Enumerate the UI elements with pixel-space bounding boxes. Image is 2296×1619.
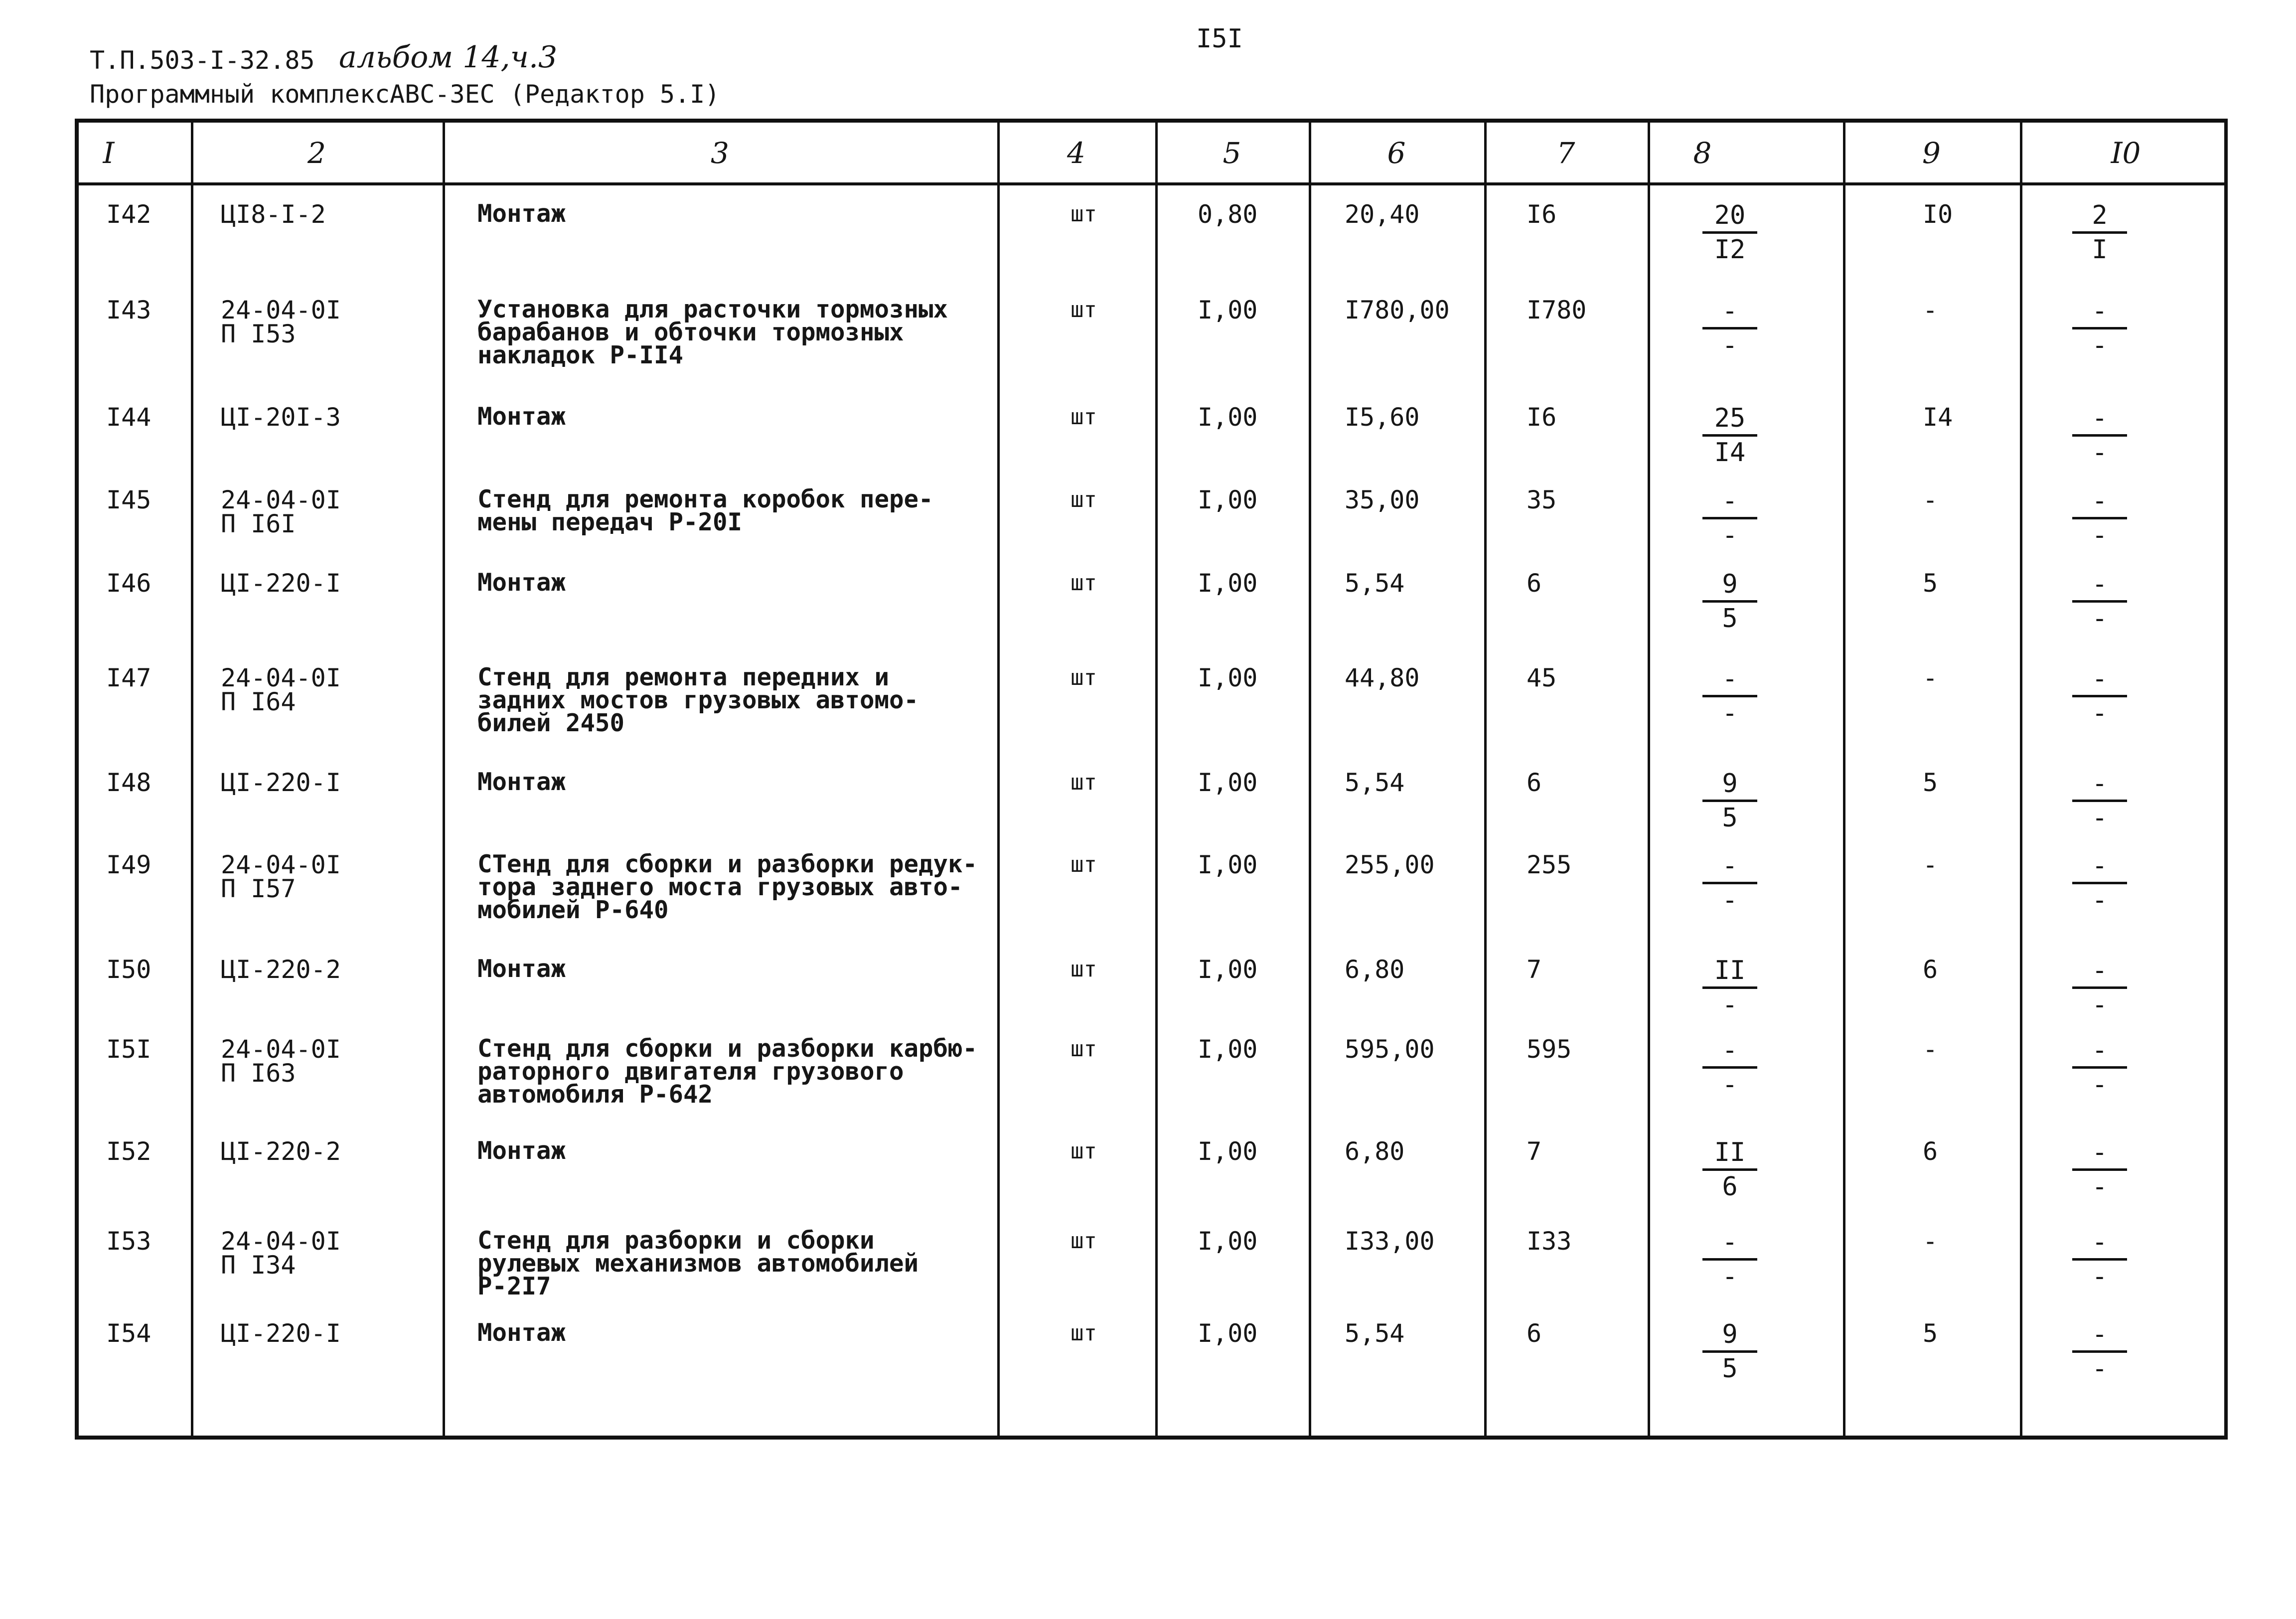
column-9-value: I0: [1923, 200, 1953, 229]
unit: шт: [1071, 1320, 1097, 1346]
rate-code: ЦI-220-2: [221, 955, 341, 984]
column-9-value: 5: [1923, 1319, 1938, 1348]
column-10-denominator: -: [2092, 330, 2108, 360]
column-divider: [997, 123, 1000, 1436]
rate-code: 24-04-0I П I63: [221, 1035, 341, 1088]
column-10-denominator: -: [2092, 438, 2108, 468]
column-header: 2: [307, 136, 326, 170]
column-header: 8: [1693, 136, 1712, 170]
column-divider: [1484, 123, 1487, 1436]
fraction-bar: [1702, 327, 1757, 329]
column-6-value: I33,00: [1345, 1227, 1435, 1256]
column-6-value: 5,54: [1345, 1319, 1405, 1348]
column-8-numerator: -: [1722, 851, 1738, 881]
column-8-numerator: 9: [1722, 569, 1738, 599]
column-8-fraction: [1702, 296, 1757, 360]
fraction-bar: [2072, 800, 2127, 802]
row-number: I5I: [106, 1035, 152, 1064]
unit: шт: [1071, 770, 1097, 795]
column-header: 4: [1067, 136, 1085, 170]
row-number: I42: [106, 200, 152, 229]
column-divider: [2020, 123, 2022, 1436]
column-8-fraction: [1702, 664, 1757, 728]
work-name: Монтаж: [477, 1318, 566, 1347]
column-10-numerator: -: [2092, 569, 2108, 599]
header-divider: [79, 182, 2224, 185]
quantity: I,00: [1198, 403, 1258, 432]
column-8-fraction: [1702, 1227, 1757, 1292]
fraction-bar: [2072, 434, 2127, 437]
column-10-denominator: -: [2092, 803, 2108, 833]
album-note: альбом 14,ч.3: [339, 40, 558, 75]
column-8-fraction: [1702, 769, 1757, 833]
rate-code: 24-04-0I П I53: [221, 296, 341, 348]
column-8-denominator: -: [1722, 1070, 1738, 1100]
fraction-bar: [1702, 986, 1757, 989]
column-10-fraction: [2072, 1227, 2127, 1292]
column-10-denominator: -: [2092, 604, 2108, 634]
column-10-fraction: [2072, 956, 2127, 1020]
column-10-fraction: [2072, 1035, 2127, 1100]
column-8-numerator: -: [1722, 486, 1738, 516]
column-7-value: 35: [1527, 486, 1557, 514]
column-8-numerator: II: [1714, 956, 1746, 985]
column-9-value: 5: [1923, 569, 1938, 598]
column-divider: [191, 123, 193, 1436]
column-8-denominator: I2: [1714, 235, 1746, 265]
quantity: I,00: [1198, 296, 1258, 324]
column-8-fraction: [1702, 486, 1757, 550]
rate-code: ЦI8-I-2: [221, 200, 326, 229]
column-6-value: 20,40: [1345, 200, 1420, 229]
fraction-bar: [2072, 1066, 2127, 1069]
document-code: Т.П.503-I-32.85: [90, 46, 315, 75]
column-8-fraction: [1702, 851, 1757, 915]
column-10-numerator: -: [2092, 769, 2108, 799]
column-9-value: 6: [1923, 1137, 1938, 1166]
fraction-bar: [1702, 434, 1757, 437]
column-9-value: -: [1923, 486, 1938, 514]
column-8-numerator: II: [1714, 1137, 1746, 1167]
column-9-value: -: [1923, 663, 1938, 692]
column-8-numerator: -: [1722, 1227, 1738, 1257]
fraction-bar: [1702, 800, 1757, 802]
quantity: I,00: [1198, 1137, 1258, 1166]
column-divider: [1648, 123, 1650, 1436]
column-10-denominator: I: [2092, 235, 2108, 265]
fraction-bar: [2072, 695, 2127, 697]
column-6-value: 35,00: [1345, 486, 1420, 514]
column-8-numerator: -: [1722, 1035, 1738, 1065]
rate-code: 24-04-0I П I57: [221, 850, 341, 903]
column-8-numerator: 9: [1722, 1319, 1738, 1349]
fraction-bar: [1702, 1066, 1757, 1069]
program-title: Программный комплексАВС-ЗЕС (Редактор 5.I): [90, 80, 720, 109]
column-10-denominator: -: [2092, 520, 2108, 550]
rate-code: 24-04-0I П I6I: [221, 486, 341, 538]
column-8-denominator: -: [1722, 885, 1738, 915]
column-10-numerator: -: [2092, 1137, 2108, 1167]
column-6-value: I780,00: [1345, 296, 1450, 324]
column-9-value: I4: [1923, 403, 1953, 432]
column-7-value: 6: [1527, 768, 1542, 797]
column-6-value: 5,54: [1345, 768, 1405, 797]
column-10-denominator: -: [2092, 698, 2108, 728]
column-6-value: 255,00: [1345, 850, 1435, 879]
column-8-fraction: [1702, 956, 1757, 1020]
fraction-bar: [1702, 695, 1757, 697]
row-number: I53: [106, 1227, 152, 1256]
fraction-bar: [1702, 600, 1757, 603]
unit: шт: [1071, 852, 1097, 877]
quantity: I,00: [1198, 569, 1258, 598]
column-10-fraction: [2072, 851, 2127, 915]
column-7-value: 595: [1527, 1035, 1572, 1064]
fraction-bar: [1702, 882, 1757, 884]
column-6-value: 44,80: [1345, 663, 1420, 692]
work-name: Монтаж: [477, 568, 566, 597]
column-8-denominator: -: [1722, 1262, 1738, 1292]
column-10-fraction: [2072, 296, 2127, 360]
column-9-value: -: [1923, 850, 1938, 879]
quantity: I,00: [1198, 1319, 1258, 1348]
fraction-bar: [1702, 517, 1757, 519]
column-8-denominator: -: [1722, 698, 1738, 728]
column-7-value: I6: [1527, 403, 1557, 432]
column-9-value: -: [1923, 1035, 1938, 1064]
quantity: I,00: [1198, 850, 1258, 879]
column-7-value: 255: [1527, 850, 1572, 879]
fraction-bar: [2072, 1168, 2127, 1171]
column-10-numerator: -: [2092, 1227, 2108, 1257]
column-header: I0: [2111, 136, 2141, 170]
column-10-numerator: -: [2092, 664, 2108, 694]
row-number: I43: [106, 296, 152, 324]
column-10-fraction: [2072, 1319, 2127, 1384]
row-number: I45: [106, 486, 152, 514]
fraction-bar: [2072, 1350, 2127, 1353]
rate-code: ЦI-220-I: [221, 1319, 341, 1348]
column-7-value: 7: [1527, 1137, 1542, 1166]
work-name: Монтаж: [477, 768, 566, 796]
column-10-fraction: [2072, 403, 2127, 468]
rate-code: ЦI-220-I: [221, 569, 341, 598]
unit: шт: [1071, 404, 1097, 430]
unit: шт: [1071, 665, 1097, 690]
column-9-value: 5: [1923, 768, 1938, 797]
fraction-bar: [2072, 1258, 2127, 1261]
unit: шт: [1071, 570, 1097, 596]
column-10-numerator: -: [2092, 403, 2108, 433]
fraction-bar: [1702, 1168, 1757, 1171]
column-10-numerator: -: [2092, 851, 2108, 881]
column-header: 9: [1922, 136, 1941, 170]
column-10-denominator: -: [2092, 1070, 2108, 1100]
work-name: Монтаж: [477, 955, 566, 983]
rate-code: 24-04-0I П I64: [221, 663, 341, 716]
column-9-value: -: [1923, 1227, 1938, 1256]
column-8-denominator: -: [1722, 520, 1738, 550]
work-name: СТенд для сборки и разборки редук- тора заднего моста грузовых авто- мобилей Р-640: [477, 850, 978, 924]
column-8-fraction: [1702, 1035, 1757, 1100]
column-8-numerator: 20: [1714, 200, 1746, 230]
rate-code: 24-04-0I П I34: [221, 1227, 341, 1280]
unit: шт: [1071, 201, 1097, 227]
row-number: I54: [106, 1319, 152, 1348]
row-number: I46: [106, 569, 152, 598]
work-name: Стенд для сборки и разборки карбю- раторного двигателя грузового автомобиля Р-642: [477, 1034, 978, 1109]
column-10-numerator: 2: [2092, 200, 2108, 230]
fraction-bar: [1702, 1258, 1757, 1261]
work-name: Стенд для разборки и сборки рулевых механизмов автомобилей Р-2I7: [477, 1226, 919, 1300]
column-header: 6: [1387, 136, 1406, 170]
column-10-fraction: [2072, 569, 2127, 634]
unit: шт: [1071, 297, 1097, 323]
column-10-numerator: -: [2092, 296, 2108, 326]
column-divider: [1843, 123, 1845, 1436]
column-10-fraction: [2072, 664, 2127, 728]
row-number: I47: [106, 663, 152, 692]
column-8-numerator: 25: [1714, 403, 1746, 433]
column-8-numerator: -: [1722, 664, 1738, 694]
column-10-numerator: -: [2092, 486, 2108, 516]
column-10-numerator: -: [2092, 1035, 2108, 1065]
row-number: I50: [106, 955, 152, 984]
fraction-bar: [2072, 882, 2127, 884]
fraction-bar: [2072, 231, 2127, 234]
fraction-bar: [2072, 600, 2127, 603]
column-10-numerator: -: [2092, 956, 2108, 985]
column-7-value: I6: [1527, 200, 1557, 229]
column-8-denominator: I4: [1714, 438, 1746, 468]
column-6-value: I5,60: [1345, 403, 1420, 432]
work-name: Монтаж: [477, 1136, 566, 1165]
fraction-bar: [1702, 1350, 1757, 1353]
row-number: I48: [106, 768, 152, 797]
column-8-fraction: [1702, 569, 1757, 634]
column-7-value: 45: [1527, 663, 1557, 692]
column-10-numerator: -: [2092, 1319, 2108, 1349]
column-6-value: 5,54: [1345, 569, 1405, 598]
quantity: 0,80: [1198, 200, 1258, 229]
row-number: I52: [106, 1137, 152, 1166]
column-10-denominator: -: [2092, 885, 2108, 915]
column-8-denominator: -: [1722, 330, 1738, 360]
column-header: 5: [1223, 136, 1241, 170]
column-8-denominator: 5: [1722, 604, 1738, 634]
work-name: Монтаж: [477, 199, 566, 228]
column-6-value: 6,80: [1345, 1137, 1405, 1166]
column-10-denominator: -: [2092, 1262, 2108, 1292]
rate-code: ЦI-220-2: [221, 1137, 341, 1166]
unit: шт: [1071, 957, 1097, 982]
column-9-value: -: [1923, 296, 1938, 324]
column-9-value: 6: [1923, 955, 1938, 984]
quantity: I,00: [1198, 663, 1258, 692]
row-number: I49: [106, 850, 152, 879]
column-divider: [1155, 123, 1158, 1436]
work-name: Стенд для ремонта передних и задних мостов грузовых автомо- билей 2450: [477, 663, 919, 737]
unit: шт: [1071, 1228, 1097, 1254]
work-name: Установка для расточки тормозных барабанов и обточки тормозных накладок Р-II4: [477, 295, 948, 369]
column-10-fraction: [2072, 200, 2127, 265]
column-10-denominator: -: [2092, 1354, 2108, 1384]
column-10-denominator: -: [2092, 990, 2108, 1020]
column-8-denominator: 6: [1722, 1172, 1738, 1202]
unit: шт: [1071, 1138, 1097, 1164]
rate-code: ЦI-20I-3: [221, 403, 341, 432]
column-6-value: 595,00: [1345, 1035, 1435, 1064]
column-header: 7: [1556, 136, 1575, 170]
column-10-fraction: [2072, 1137, 2127, 1202]
column-8-fraction: [1702, 1319, 1757, 1384]
column-10-denominator: -: [2092, 1172, 2108, 1202]
quantity: I,00: [1198, 486, 1258, 514]
column-8-denominator: 5: [1722, 803, 1738, 833]
fraction-bar: [2072, 327, 2127, 329]
column-divider: [443, 123, 445, 1436]
column-7-value: 7: [1527, 955, 1542, 984]
column-8-fraction: [1702, 1137, 1757, 1202]
column-6-value: 6,80: [1345, 955, 1405, 984]
fraction-bar: [2072, 986, 2127, 989]
column-10-fraction: [2072, 769, 2127, 833]
column-8-numerator: 9: [1722, 769, 1738, 799]
work-name: Монтаж: [477, 402, 566, 431]
rate-code: ЦI-220-I: [221, 768, 341, 797]
quantity: I,00: [1198, 768, 1258, 797]
column-8-fraction: [1702, 403, 1757, 468]
fraction-bar: [1702, 231, 1757, 234]
quantity: I,00: [1198, 955, 1258, 984]
quantity: I,00: [1198, 1035, 1258, 1064]
work-name: Стенд для ремонта коробок пере- мены передач Р-20I: [477, 485, 933, 536]
estimate-table: [75, 119, 2228, 1440]
row-number: I44: [106, 403, 152, 432]
column-7-value: 6: [1527, 1319, 1542, 1348]
column-divider: [1309, 123, 1311, 1436]
column-7-value: 6: [1527, 569, 1542, 598]
column-7-value: I780: [1527, 296, 1587, 324]
fraction-bar: [2072, 517, 2127, 519]
unit: шт: [1071, 487, 1097, 512]
page-number: I5I: [1196, 24, 1243, 54]
column-8-denominator: 5: [1722, 1354, 1738, 1384]
quantity: I,00: [1198, 1227, 1258, 1256]
unit: шт: [1071, 1036, 1097, 1062]
column-7-value: I33: [1527, 1227, 1572, 1256]
column-8-fraction: [1702, 200, 1757, 265]
column-header: I: [103, 136, 115, 170]
column-10-fraction: [2072, 486, 2127, 550]
column-header: 3: [711, 136, 729, 170]
column-8-numerator: -: [1722, 296, 1738, 326]
column-8-denominator: -: [1722, 990, 1738, 1020]
